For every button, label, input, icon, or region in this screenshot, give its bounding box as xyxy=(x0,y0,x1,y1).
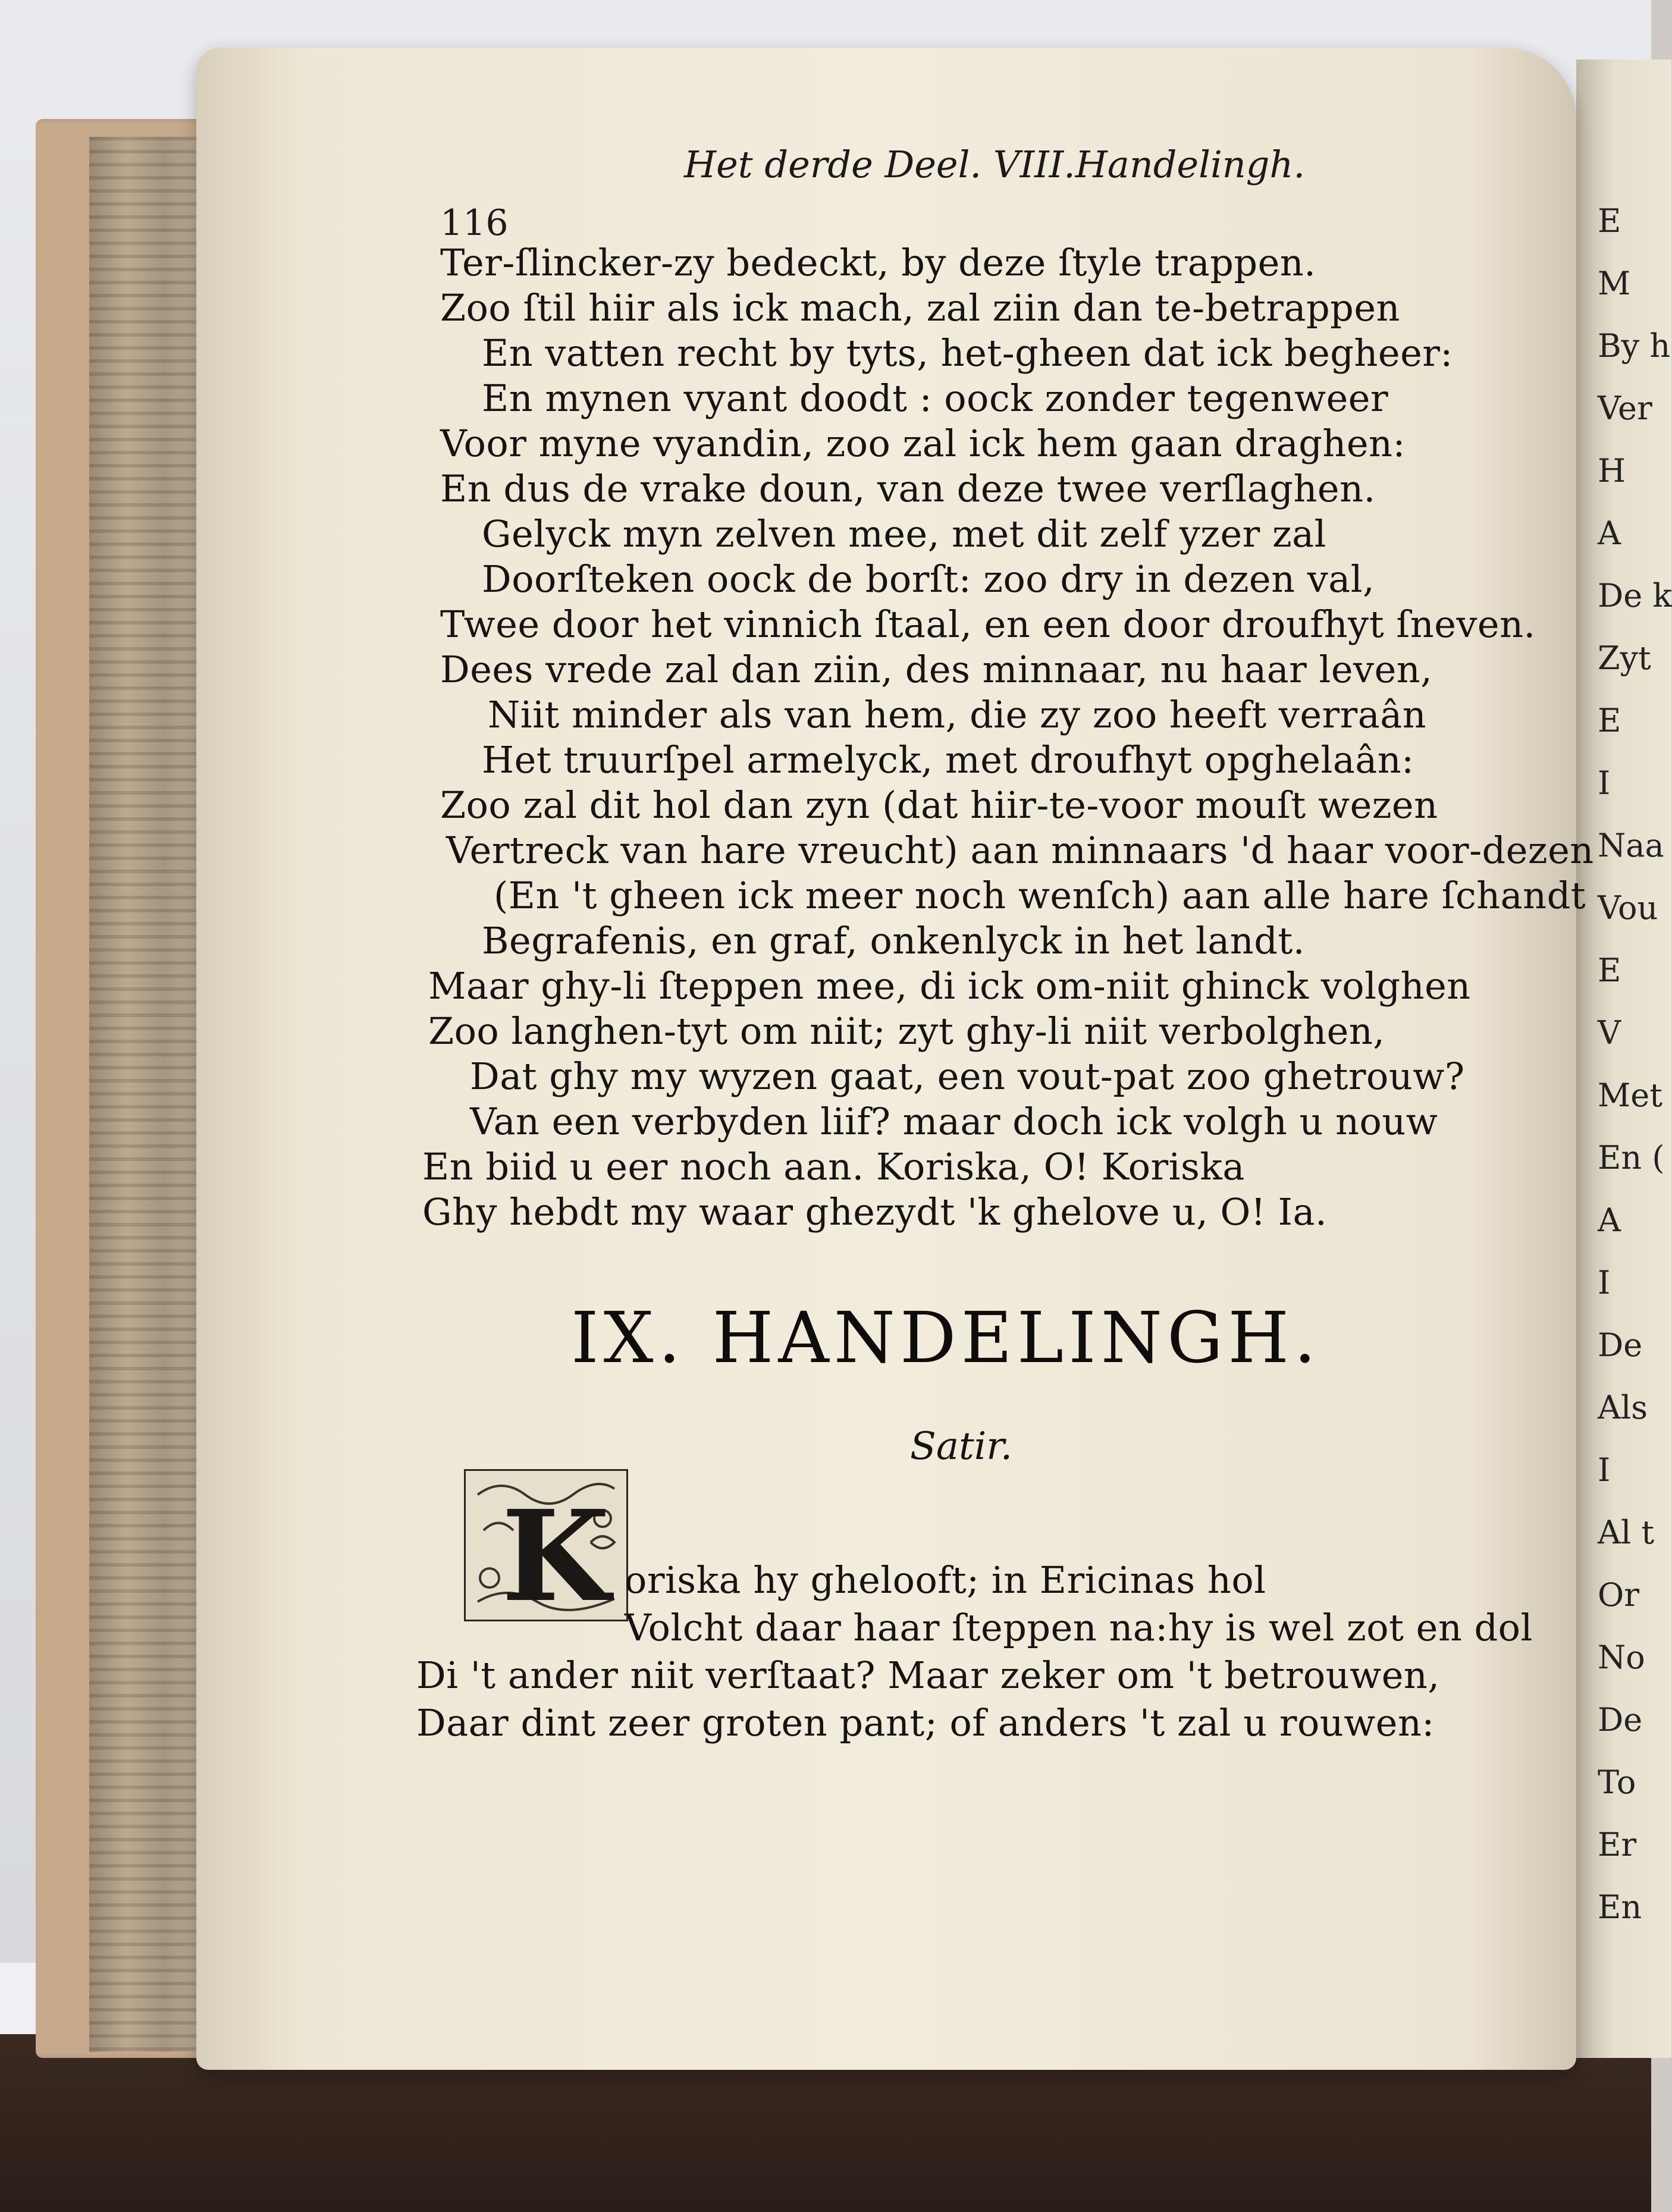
facing-page-fragment: I xyxy=(1598,1451,1611,1489)
facing-page-fragment: V xyxy=(1598,1014,1621,1052)
facing-page-fragment: E xyxy=(1598,702,1621,739)
facing-page-edge xyxy=(1576,59,1671,2058)
decorated-initial xyxy=(464,1469,628,1630)
section-heading: IX. HANDELINGH. xyxy=(571,1297,1321,1379)
verse-line: Voor myne vyandin, zoo zal ick hem gaan draghen: xyxy=(440,422,1406,465)
facing-page-fragment: A xyxy=(1598,1201,1621,1239)
facing-page-fragment: Vou xyxy=(1598,889,1658,927)
running-head: Het derde Deel. VIII.Handelingh. xyxy=(684,143,1306,186)
page-number: 116 xyxy=(440,202,509,244)
facing-page-fragment: Or xyxy=(1598,1576,1640,1614)
satir-line: Volcht daar haar ſteppen na:hy is wel zot en dol xyxy=(625,1606,1533,1649)
facing-page-fragment: De k xyxy=(1598,577,1672,614)
facing-page-fragment: A xyxy=(1598,514,1621,552)
satir-line: oriska hy ghelooft; in Ericinas hol xyxy=(625,1558,1266,1602)
facing-page-fragment: No xyxy=(1598,1639,1645,1676)
facing-page-fragment: Er xyxy=(1598,1826,1637,1863)
facing-page-fragment: Als xyxy=(1598,1389,1648,1426)
verse-line: Vertreck van hare vreucht) aan minnaars 'd haar voor-dezen xyxy=(446,829,1594,872)
speaker-name: Satir. xyxy=(910,1425,1013,1469)
facing-page-fragment: Zyt xyxy=(1598,639,1651,677)
verse-line: En mynen vyant doodt : oock zonder tegenweer xyxy=(482,376,1389,420)
verse-line: Doorſteken oock de borſt: zoo dry in dezen val, xyxy=(482,557,1375,601)
facing-page-fragment: En ( xyxy=(1598,1139,1665,1176)
satir-line: Di 't ander niit verſtaat? Maar zeker om 't betrouwen, xyxy=(416,1653,1440,1697)
facing-page-fragment: I xyxy=(1598,1264,1611,1301)
facing-page-fragment: H xyxy=(1598,452,1626,490)
facing-page-fragment: E xyxy=(1598,952,1621,989)
verse-line: Dat ghy my wyzen gaat, een vout-pat zoo ghetrouw? xyxy=(470,1055,1465,1098)
verse-line: En biid u eer noch aan. Koriska, O! Koriska xyxy=(422,1145,1245,1188)
facing-page-fragment: Met xyxy=(1598,1077,1662,1114)
facing-page-fragment: Naa xyxy=(1598,827,1664,864)
facing-page-fragment: To xyxy=(1598,1764,1636,1801)
facing-page-fragment: De xyxy=(1598,1326,1643,1364)
verse-line: Twee door het vinnich ſtaal, en een door droufhyt ſneven. xyxy=(440,603,1536,646)
facing-page-fragment: E xyxy=(1598,202,1621,240)
verse-line: Niit minder als van hem, die zy zoo heeft verraân xyxy=(488,693,1427,736)
facing-page-fragment: Al t xyxy=(1598,1514,1655,1551)
verse-line: Van een verbyden liif? maar doch ick volgh u nouw xyxy=(470,1100,1438,1143)
verse-line: Zoo langhen-tyt om niit; zyt ghy-li niit verbolghen, xyxy=(428,1009,1385,1053)
verse-line: Ter-ſlincker-zy bedeckt, by deze ſtyle trappen. xyxy=(440,241,1316,284)
verse-line: Zoo ſtil hiir als ick mach, zal ziin dan te-betrappen xyxy=(440,286,1400,330)
verse-line: Het truurſpel armelyck, met droufhyt opghelaân: xyxy=(482,738,1414,782)
facing-page-fragment: I xyxy=(1598,764,1611,802)
verse-line: Begrafenis, en graf, onkenlyck in het landt. xyxy=(482,919,1306,962)
verse-line: Gelyck myn zelven mee, met dit zelf yzer zal xyxy=(482,512,1326,556)
verse-line: Ghy hebdt my waar ghezydt 'k ghelove u, O! Ia. xyxy=(422,1190,1328,1234)
drop-cap-letter: K xyxy=(501,1483,610,1630)
verse-line: Dees vrede zal dan ziin, des minnaar, nu haar leven, xyxy=(440,648,1433,691)
facing-page-fragment: En xyxy=(1598,1888,1642,1926)
satir-line: Daar dint zeer groten pant; of anders 't zal u rouwen: xyxy=(416,1701,1435,1745)
facing-page-fragment: By h xyxy=(1598,327,1671,365)
verse-line: (En 't gheen ick meer noch wenſch) aan alle hare ſchandt xyxy=(494,874,1586,917)
verse-line: Maar ghy-li ſteppen mee, di ick om-niit ghinck volghen xyxy=(428,964,1471,1008)
facing-page-fragment: Ver xyxy=(1598,390,1652,427)
verse-line: En vatten recht by tyts, het-gheen dat ick begheer: xyxy=(482,331,1453,375)
facing-page-fragment: M xyxy=(1598,265,1631,302)
facing-page-fragment: De xyxy=(1598,1701,1643,1739)
verse-line: En dus de vrake doun, van deze twee verſlaghen. xyxy=(440,467,1376,510)
verse-line: Zoo zal dit hol dan zyn (dat hiir-te-voor mouſt wezen xyxy=(440,783,1438,827)
